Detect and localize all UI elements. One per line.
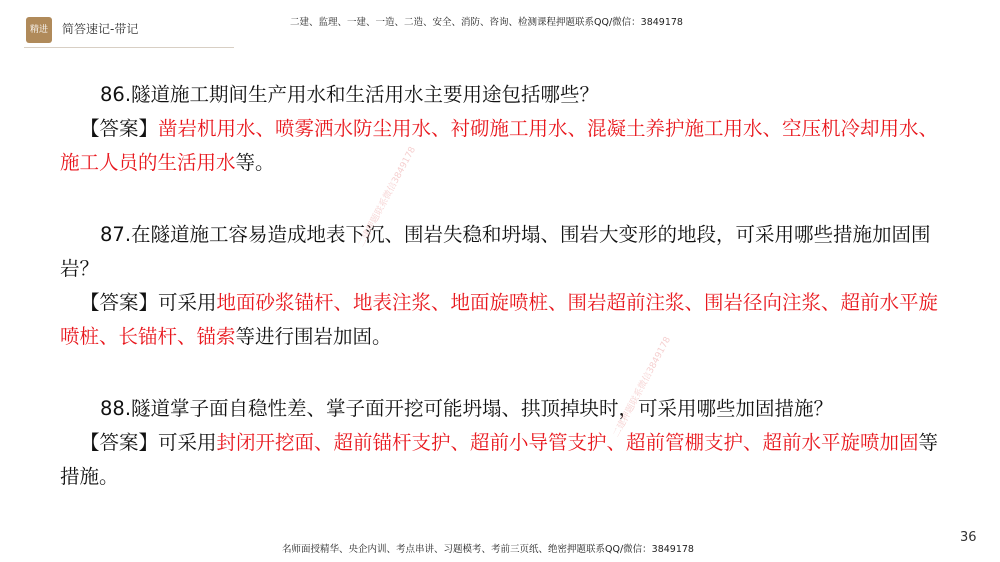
qa-item-88 [60, 392, 950, 494]
answer-text [60, 112, 950, 180]
answer-highlight: 凿岩机用水、喷雾洒水防尘用水、衬砌施工用水、混凝土养护施工用水、空压机冷却用水、施工人员的生活用水 [60, 117, 939, 174]
footer-contact-note: 名师面授精华、央企内训、考点串讲、习题模考、考前三页纸、绝密押题联系QQ/微信：3849178 [282, 544, 694, 555]
answer-text [60, 286, 950, 354]
page-number: 36 [960, 530, 977, 545]
watermark: 二建押题联系微信3849178 [611, 335, 674, 440]
brand-title: 简答速记-带记 [62, 22, 139, 36]
answer-prefix: 【答案】 [80, 431, 159, 454]
qa-content [60, 78, 950, 532]
answer-tail: 等。 [235, 151, 275, 174]
answer-tail: 等进行围岩加固。 [235, 325, 392, 348]
question-text: 87.在隧道施工容易造成地表下沉、围岩失稳和坍塌、围岩大变形的地段，可采用哪些措施加固围岩？ [60, 223, 931, 280]
answer-highlight: 封闭开挖面、超前锚杆支护、超前小导管支护、超前管棚支护、超前水平旋喷加固 [216, 431, 919, 454]
header-contact-note: 二建、监理、一建、一造、二造、安全、消防、咨询、检测课程押题联系QQ/微信：3849178 [290, 17, 683, 28]
question-text: 86.隧道施工期间生产用水和生活用水主要用途包括哪些？ [100, 83, 600, 106]
header-divider [24, 47, 234, 48]
qa-item-86 [60, 78, 950, 180]
logo: 精进 [26, 17, 52, 43]
watermark: 二建押题联系微信3849178 [356, 145, 419, 250]
answer-prefix: 【答案】 [80, 291, 159, 314]
answer-prefix: 【答案】 [80, 117, 159, 140]
answer-highlight: 地面砂浆锚杆、地表注浆、地面旋喷桩、围岩超前注浆、围岩径向注浆、超前水平旋喷桩、长锚杆、锚索 [60, 291, 939, 348]
answer-lead: 可采用 [158, 291, 217, 314]
question-text: 88.隧道掌子面自稳性差、掌子面开挖可能坍塌、拱顶掉块时，可采用哪些加固措施？ [100, 397, 834, 420]
answer-tail: 等措施。 [60, 431, 939, 488]
answer-text [60, 426, 950, 494]
qa-item-87 [60, 218, 950, 354]
answer-lead: 可采用 [158, 431, 217, 454]
